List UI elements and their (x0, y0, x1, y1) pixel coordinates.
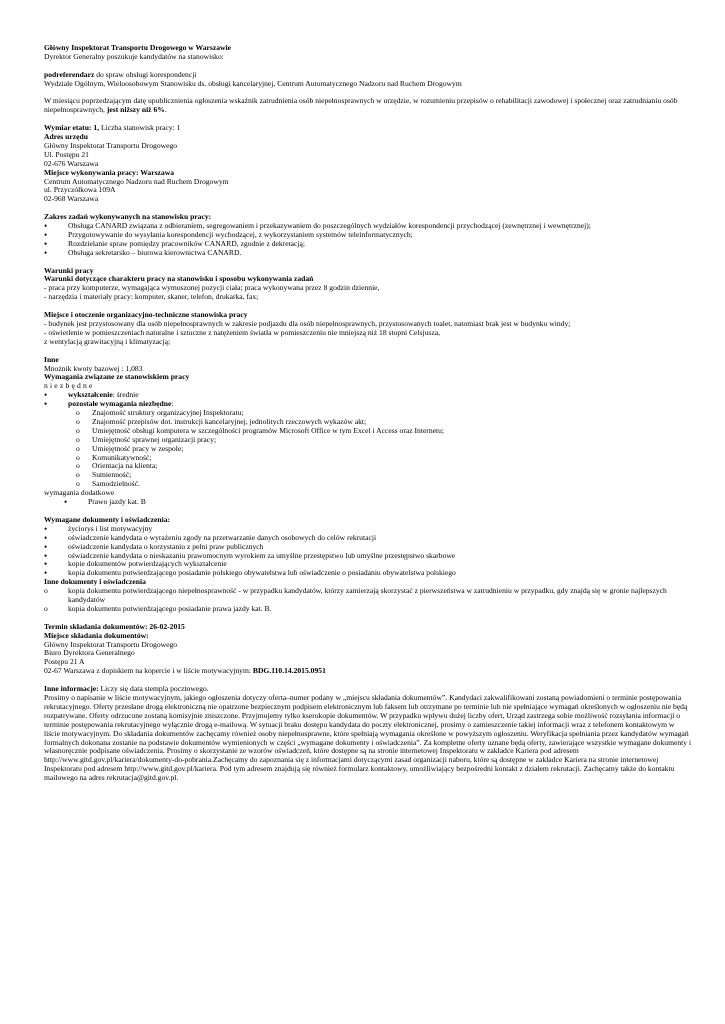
environment-line: - oświetlenie w pomieszczeniach naturalne i sztuczne z natężeniem światła w pomieszczeniu nie mniejszą niż 18 stopni Celsjusza, (44, 327, 440, 337)
circle-bullet-icon (76, 480, 80, 489)
office-address-line: Ul. Postępu 21 (44, 149, 89, 159)
requirement-item: o Samodzielność. (76, 480, 692, 489)
position-name: podreferendarz (44, 69, 95, 79)
submission-address-line: Główny Inspektorat Transportu Drogowego (44, 639, 178, 649)
office-address-line: 02-676 Warszawa (44, 158, 99, 168)
requirements-list (44, 391, 692, 409)
conditions-line: - narzędzia i materiały pracy: komputer, skaner, telefon, drukarka, fax; (44, 292, 259, 302)
environment-heading: Miejsce i otoczenie organizacyjno-techniczne stanowiska pracy (44, 310, 248, 320)
submission-place-heading: Miejsce składania dokumentów: (44, 630, 149, 640)
requirements-heading: Wymagania związane ze stanowiskiem pracy (44, 372, 190, 382)
task-item: • Rozdzielanie spraw pomiędzy pracowników CANARD, zgodnie z dekretacją; (44, 240, 692, 249)
position-department: Wydziale Ogólnym, Wieloosobowym Stanowisku ds. obsługi kancelaryjnej, Centrum Automatycznego Nadzoru nad Ruchem Drogowym (44, 78, 462, 88)
other-document-item: o kopia dokumentu potwierdzającego posiadanie prawa jazdy kat. B. (44, 605, 692, 614)
documents-heading: Wymagane dokumenty i oświadczenia: (44, 514, 171, 524)
education-item: • wykształcenie: średnie (44, 391, 692, 400)
disability-notice: W miesiącu poprzedzającym datę upublicznienia ogłoszenia wskaźnik zatrudnienia osób niepełnosprawnych w urzędzie, w rozumieniu przepisów o rehabilitacji zawodowej i społecznej oraz zatrudnianiu osób niepełnosprawnych, jest niższy niż 6%. (44, 96, 678, 115)
document-item: • kopia dokumentu potwierdzającego posiadanie polskiego obywatelstwa lub oświadczenie o posiadaniu obywatelstwa polskiego (44, 569, 692, 578)
requirement-item: o Umiejętność sprawnej organizacji pracy; (76, 436, 692, 445)
circle-bullet-icon (44, 605, 48, 614)
document-item: • życiorys i list motywacyjny (44, 525, 692, 534)
submission-address-line: Postępu 21 A (44, 657, 85, 667)
document-item: • oświadczenie kandydata o nieskazaniu prawomocnym wyrokiem za umyślne przestępstwo lub umyślne przestępstwo skarbowe (44, 552, 692, 561)
documents-list (44, 525, 692, 578)
requirement-item: o Znajomość przepisów dot. instrukcji kancelaryjnej, jednolitych rzeczowych wykazów akt; (76, 418, 692, 427)
workplace-heading: Miejsce wykonywania pracy: Warszawa (44, 167, 174, 177)
office-address-line: Główny Inspektorat Transportu Drogowego (44, 140, 178, 150)
document-item: • oświadczenie kandydata o wyrażeniu zgody na przetwarzanie danych osobowych do celów rekrutacji (44, 534, 692, 543)
other-heading: Inne (44, 354, 59, 364)
document-item: • kopie dokumentów potwierdzających wykształcenie (44, 560, 692, 569)
requirement-item: o Komunikatywność; (76, 454, 692, 463)
workplace-line: ul. Przyczółkowa 109A (44, 185, 116, 195)
job-announcement-document (44, 44, 692, 783)
other-documents-list (44, 587, 692, 614)
task-item: • Obsługa CANARD związana z odbieraniem, segregowaniem i przekazywaniem do poszczególnych wydziałów korespondencji przychodzącej (zewnętrznej i wewnętrznej); (44, 222, 692, 231)
reference-code: BDG.110.14.2015.0951 (252, 666, 326, 676)
requirement-item: o Orientacja na klienta; (76, 462, 692, 471)
other-documents-heading: Inne dokumenty i oświadczenia (44, 577, 146, 587)
requirement-item: o Umiejętność pracy w zespole; (76, 445, 692, 454)
task-item: • Obsługa sekretarsko – biurowa kierownictwa CANARD. (44, 249, 692, 258)
conditions-line: - praca przy komputerze, wymagająca wymuszonej pozycji ciała; praca wykonywana przez 8 godzin dziennie, (44, 283, 380, 293)
additional-requirements-list (44, 498, 692, 507)
intro-line: Dyrektor Generalny poszukuje kandydatów na stanowisko: (44, 51, 224, 61)
workplace-line: Centrum Automatycznego Nadzoru nad Ruchem Drogowym (44, 176, 229, 186)
workplace-line: 02-968 Warszawa (44, 194, 99, 204)
additional-item: • Prawo jazdy kat. B (64, 498, 692, 507)
deadline-line: Termin składania dokumentów: 26-02-2015 (44, 621, 185, 631)
other-document-item: o kopia dokumentu potwierdzającego niepełnosprawność - w przypadku kandydatów, którzy zamierzają skorzystać z pierwszeństwa w zatrudnieniu w przypadku, gdy znajdą się w gronie najlepszych kandydatów (44, 587, 692, 605)
other-requirements-item: • pozostałe wymagania niezbędne: (44, 400, 692, 409)
requirement-item: o Znajomość struktury organizacyjnej Inspektoratu; (76, 409, 692, 418)
bullet-icon (64, 498, 88, 508)
submission-address-line: Biuro Dyrektora Generalnego (44, 648, 135, 658)
bullet-icon (44, 249, 68, 259)
disability-rate: jest niższy niż 6% (106, 105, 165, 115)
additional-requirements-label: wymagania dodatkowe (44, 488, 115, 498)
multiplier-line: Mnożnik kwoty bazowej : 1,083 (44, 363, 143, 373)
conditions-heading: Warunki pracy (44, 265, 94, 275)
etat-line: Wymiar etatu: 1, Liczba stanowisk pracy: 1 (44, 123, 181, 133)
circle-bullet-icon (44, 587, 48, 596)
bullet-icon (44, 400, 68, 410)
tasks-list (44, 222, 692, 258)
conditions-subheading: Warunki dotyczące charakteru pracy na stanowisku i sposobu wykonywania zadań (44, 274, 314, 284)
other-info-body: Prosimy o napisanie w liście motywacyjnym, jakiego ogłoszenia dotyczy oferta–numer podany w „miejscu składania dokumentów”. Kandydaci zakwalifikowani zostaną powiadomieni o terminie postępowania rekrutacyjnego. Oferty przesłane drogą elektroniczną nie opatrzone bezpiecznym podpisem elektronicznym lub faksem lub otrzymane po terminie lub nie spełniające wymagań określonych w ogłoszeniu nie będą rozpatrywane. Oferty odrzucone zostaną komisyjnie zniszczone. Przyjmujemy tylko kserokopie dokumentów. W przypadku wpływu dużej liczby ofert, Urząd zastrzega sobie możliwość rozsyłania informacji o terminie postępowania rekrutacyjnego wyłącznie drogą e-mailową. W sytuacji braku dostępu kandydata do poczty elektronicznej, prosimy o zamieszczenie takiej informacji wraz z telefonem kontaktowym w liście motywacyjnym. Do składania dokumentów zachęcamy również osoby niepełnosprawne, które spełniają wymagania określone w powyższym ogłoszeniu. Weryfikacja spełniania przez kandydatów wymagań formalnych dokonana zostanie na podstawie dokumentów wymienionych w części „wymagane dokumenty i oświadczenia”. Za kompletne oferty uznane będą oferty, zawierające wszystkie wymagane dokumenty i własnoręcznie podpisane oświadczenia. Prosimy o skorzystanie ze wzorów oświadczeń, które dostępne są na stronie internetowej Inspektoratu w zakładce Kariera pod adresem http://www.gitd.gov.pl/kariera/dokumenty-do-pobrania.Zachęcamy do zapoznania się z informacjami dotyczącymi zasad organizacji naboru, które są dostępne w zakładce Kariera na stronie internetowej Inspektoratu pod adresem http://www.gitd.gov.pl/kariera. Pod tym adresem znajdują się również formularz kontaktowy, umożliwiający bezpośredni kontakt z działem rekrutacji. Zachęcamy także do kontaktu mailowego na adres rekrutacja@gitd.gov.pl. (44, 693, 692, 783)
environment-line: - budynek jest przystosowany dla osób niepełnosprawnych w zakresie podjazdu dla osób niepełnosprawnych, przystosowanych toalet, natomiast brak jest w budynku windy; (44, 319, 571, 328)
position-scope: do spraw obsługi korespondencji (94, 69, 197, 79)
bullet-icon (44, 569, 68, 579)
necessary-label: niezbędne (44, 381, 95, 391)
requirement-details-list (44, 409, 692, 489)
other-info-line: Inne informacje: Liczy się data stempla pocztowego. (44, 684, 209, 694)
document-item: • oświadczenie kandydata o korzystaniu z pełni praw publicznych (44, 543, 692, 552)
requirement-item: o Sumienność; (76, 471, 692, 480)
office-address-heading: Adres urzędu (44, 132, 88, 142)
environment-line: z wentylacją grawitacyjną i klimatyzacją; (44, 336, 171, 346)
task-item: • Przygotowywanie do wysyłania korespondencji wychodzącej, z wykorzystaniem systemów teleinformatycznych; (44, 231, 692, 240)
submission-city-line: 02-67 Warszawa z dopiskiem na kopercie i w liście motywacyjnym: BDG.110.14.2015.0951 (44, 666, 326, 676)
requirement-item: o Umiejętność obsługi komputera w szczególności programów Microsoft Office w tym Excel i Access oraz Internetu; (76, 427, 692, 436)
organization-title: Główny Inspektorat Transportu Drogowego w Warszawie (44, 43, 231, 52)
tasks-heading: Zakres zadań wykonywanych na stanowisku pracy: (44, 212, 212, 222)
